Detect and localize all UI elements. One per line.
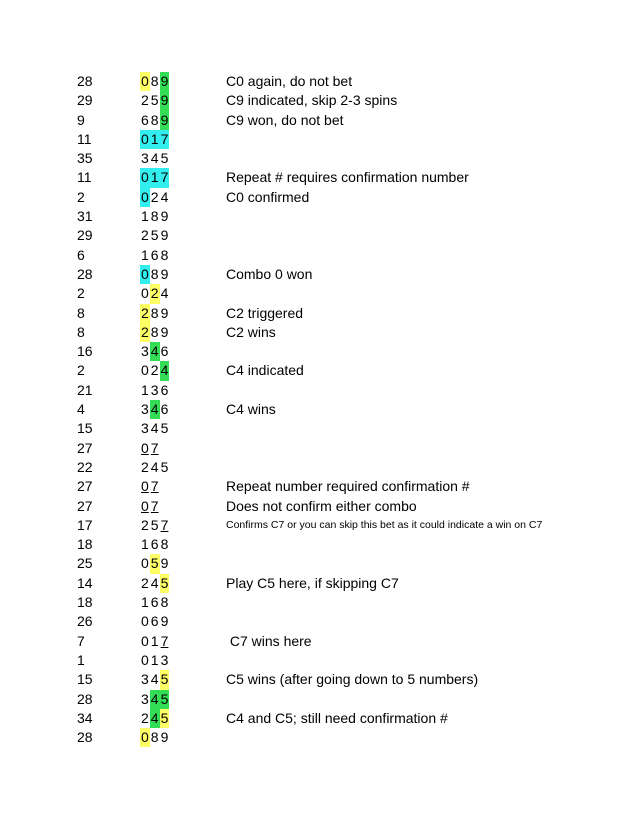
combo-digit: 4	[150, 709, 160, 728]
combo-digit: 1	[141, 536, 149, 553]
combo-digit: 7	[160, 632, 169, 649]
spin-number: 18	[77, 594, 93, 611]
combo-digit: 6	[160, 343, 169, 360]
combo-digit: 0	[140, 72, 150, 91]
combo-digit: 2	[150, 284, 160, 303]
combo-digit: 6	[160, 381, 169, 398]
combo-digit: 6	[160, 401, 169, 418]
row-note: C4 indicated	[226, 362, 304, 379]
table-row	[0, 284, 638, 303]
combo-digit: 4	[150, 420, 159, 437]
combo-digit: 8	[160, 536, 169, 553]
combo-digit: 0	[140, 168, 150, 187]
table-row	[0, 226, 638, 245]
spin-number: 7	[77, 632, 85, 649]
spin-number: 9	[77, 111, 85, 128]
table-row	[0, 188, 638, 207]
combo-digit: 5	[150, 516, 159, 533]
spin-number: 28	[77, 265, 93, 282]
table-row	[0, 246, 638, 265]
combo-digits	[140, 516, 169, 535]
spin-number: 22	[77, 458, 93, 475]
combo-digit: 9	[160, 227, 169, 244]
table-row	[0, 265, 638, 284]
row-note: C7 wins here	[226, 632, 312, 649]
spin-number: 2	[77, 362, 85, 379]
combo-digits	[140, 381, 169, 400]
combo-digit: 1	[141, 208, 149, 225]
combo-digits	[140, 477, 160, 496]
combo-digit: 0	[141, 497, 149, 514]
combo-digit: 0	[141, 285, 149, 302]
combo-digits	[140, 709, 169, 728]
row-note: C9 indicated, skip 2-3 spins	[226, 92, 398, 109]
combo-digit: 9	[160, 111, 170, 130]
combo-digit: 7	[160, 516, 169, 533]
combo-digit: 0	[141, 632, 149, 649]
table-row	[0, 130, 638, 149]
combo-digit: 9	[160, 72, 170, 91]
spin-number: 27	[77, 478, 93, 495]
combo-digit: 2	[141, 458, 149, 475]
row-note: Does not confirm either combo	[226, 497, 417, 514]
table-row	[0, 72, 638, 91]
combo-digits	[140, 207, 169, 226]
combo-digits	[140, 574, 169, 593]
combo-digit: 9	[160, 323, 169, 340]
table-row	[0, 323, 638, 342]
combo-digit: 7	[160, 168, 170, 187]
spin-number: 35	[77, 150, 93, 167]
combo-digit: 4	[150, 458, 159, 475]
combo-digits	[140, 651, 169, 670]
combo-digit: 4	[160, 361, 170, 380]
spin-number: 28	[77, 729, 93, 746]
combo-digits	[140, 419, 169, 438]
row-note: C2 triggered	[226, 304, 304, 321]
combo-digit: 0	[141, 439, 149, 456]
row-note: C9 won, do not bet	[226, 111, 344, 128]
combo-digits	[140, 149, 169, 168]
combo-digit: 0	[141, 362, 149, 379]
combo-digit: 8	[160, 594, 169, 611]
row-note: Repeat # requires confirmation number	[226, 169, 469, 186]
combo-digit: 0	[141, 651, 149, 668]
combo-digit: 6	[150, 613, 159, 630]
spin-number: 4	[77, 401, 85, 418]
combo-digits	[140, 670, 169, 689]
combo-digits	[140, 323, 169, 342]
combo-digit: 2	[150, 362, 159, 379]
spin-number: 6	[77, 246, 85, 263]
combo-digit: 5	[150, 554, 160, 573]
combo-digit: 4	[150, 574, 159, 591]
combo-digits	[140, 632, 169, 651]
combo-digit: 5	[160, 670, 170, 689]
combo-digit: 8	[150, 73, 159, 89]
combo-digit: 7	[150, 439, 159, 456]
combo-digits	[140, 188, 169, 207]
spin-number: 2	[77, 188, 85, 205]
combo-digit: 8	[150, 265, 159, 282]
spin-number: 25	[77, 555, 93, 572]
combo-digit: 5	[150, 92, 159, 109]
combo-digit: 8	[150, 111, 159, 128]
table-row	[0, 304, 638, 323]
spin-number: 11	[77, 169, 92, 186]
combo-digits	[140, 72, 169, 91]
table-row	[0, 554, 638, 573]
table-row	[0, 709, 638, 728]
combo-digit: 0	[140, 130, 150, 149]
table-row	[0, 516, 638, 535]
table-row	[0, 458, 638, 477]
combo-digit: 5	[160, 574, 170, 593]
spin-number: 29	[77, 227, 93, 244]
combo-digit: 8	[150, 208, 159, 225]
combo-digits	[140, 91, 169, 110]
combo-digit: 3	[141, 150, 149, 167]
table-row	[0, 439, 638, 458]
row-note: C4 and C5; still need confirmation #	[226, 709, 448, 726]
combo-digit: 1	[150, 168, 160, 187]
spin-log-table	[0, 72, 638, 747]
combo-digits	[140, 728, 169, 747]
combo-digit: 2	[141, 92, 149, 109]
combo-digit: 1	[150, 632, 159, 649]
table-row	[0, 477, 638, 496]
combo-digit: 9	[160, 208, 169, 225]
combo-digit: 2	[150, 188, 159, 205]
table-row	[0, 574, 638, 593]
combo-digit: 8	[160, 246, 169, 263]
spin-number: 31	[77, 208, 93, 225]
table-row	[0, 535, 638, 554]
table-row	[0, 593, 638, 612]
combo-digit: 4	[160, 188, 169, 205]
combo-digits	[140, 304, 169, 323]
combo-digit: 8	[150, 729, 159, 746]
spin-number: 21	[77, 381, 93, 398]
spin-number: 29	[77, 92, 93, 109]
combo-digits	[140, 458, 169, 477]
combo-digits	[140, 226, 169, 245]
combo-digit: 6	[150, 246, 159, 263]
combo-digit: 5	[160, 709, 170, 728]
table-row	[0, 651, 638, 670]
table-row	[0, 361, 638, 380]
combo-digit: 3	[141, 401, 149, 418]
combo-digit: 3	[141, 671, 149, 688]
combo-digits	[140, 690, 169, 709]
combo-digit: 6	[150, 536, 159, 553]
combo-digit: 5	[160, 150, 169, 167]
spin-number: 17	[77, 516, 93, 533]
table-row	[0, 207, 638, 226]
table-row	[0, 168, 638, 187]
row-note: C0 confirmed	[226, 188, 310, 205]
combo-digit: 4	[150, 400, 160, 419]
spin-number: 27	[77, 439, 93, 456]
combo-digits	[140, 168, 169, 187]
row-note: C2 wins	[226, 323, 276, 340]
spin-number: 27	[77, 497, 93, 514]
combo-digit: 0	[140, 265, 150, 284]
spin-number: 28	[77, 73, 93, 89]
combo-digit: 3	[141, 690, 149, 707]
combo-digit: 4	[150, 690, 160, 709]
combo-digit: 0	[140, 728, 150, 747]
combo-digit: 0	[140, 188, 150, 207]
spin-number: 34	[77, 709, 93, 726]
combo-digit: 7	[160, 130, 170, 149]
row-note: C0 again, do not bet	[226, 73, 353, 89]
combo-digit: 0	[141, 478, 149, 495]
table-row	[0, 728, 638, 747]
combo-digit: 2	[141, 709, 149, 726]
spin-number: 1	[77, 651, 85, 668]
combo-digit: 7	[150, 478, 159, 495]
table-row	[0, 497, 638, 516]
combo-digit: 3	[141, 420, 149, 437]
combo-digit: 1	[150, 651, 159, 668]
combo-digits	[140, 246, 169, 265]
table-row	[0, 690, 638, 709]
combo-digit: 3	[160, 651, 169, 668]
combo-digit: 7	[150, 497, 159, 514]
combo-digits	[140, 612, 169, 631]
combo-digits	[140, 342, 169, 361]
combo-digit: 1	[150, 130, 160, 149]
combo-digits	[140, 111, 169, 130]
table-row	[0, 149, 638, 168]
spin-number: 18	[77, 536, 93, 553]
table-row	[0, 670, 638, 689]
spin-number: 14	[77, 574, 93, 591]
combo-digit: 5	[160, 690, 170, 709]
combo-digits	[140, 400, 169, 419]
combo-digits	[140, 593, 169, 612]
combo-digits	[140, 497, 160, 516]
combo-digit: 4	[160, 285, 169, 302]
combo-digit: 9	[160, 304, 169, 321]
row-note: Combo 0 won	[226, 265, 313, 282]
table-row	[0, 91, 638, 110]
table-row	[0, 400, 638, 419]
combo-digit: 5	[160, 420, 169, 437]
table-row	[0, 419, 638, 438]
table-row	[0, 111, 638, 130]
combo-digit: 2	[141, 574, 149, 591]
combo-digit: 9	[160, 91, 170, 110]
spin-number: 11	[77, 130, 92, 147]
combo-digit: 1	[141, 594, 149, 611]
combo-digit: 5	[160, 458, 169, 475]
combo-digits	[140, 439, 160, 458]
row-note: Play C5 here, if skipping C7	[226, 574, 399, 591]
spin-number: 15	[77, 420, 93, 437]
combo-digit: 0	[141, 555, 149, 572]
combo-digit: 4	[150, 671, 159, 688]
combo-digit: 2	[140, 304, 150, 323]
table-row	[0, 342, 638, 361]
combo-digit: 9	[160, 555, 169, 572]
combo-digit: 1	[141, 381, 149, 398]
spin-number: 15	[77, 671, 93, 688]
combo-digit: 5	[150, 227, 159, 244]
spin-number: 8	[77, 304, 85, 321]
combo-digit: 1	[141, 246, 149, 263]
combo-digit: 4	[150, 342, 160, 361]
combo-digits	[140, 130, 169, 149]
spin-number: 16	[77, 343, 93, 360]
combo-digit: 8	[150, 304, 159, 321]
combo-digit: 2	[141, 227, 149, 244]
combo-digits	[140, 284, 169, 303]
combo-digit: 6	[150, 594, 159, 611]
combo-digit: 3	[150, 381, 159, 398]
combo-digits	[140, 535, 169, 554]
table-row	[0, 612, 638, 631]
spin-number: 28	[77, 690, 93, 707]
row-note: C4 wins	[226, 401, 276, 418]
combo-digits	[140, 361, 169, 380]
combo-digit: 0	[141, 613, 149, 630]
combo-digits	[140, 265, 169, 284]
combo-digits	[140, 554, 169, 573]
combo-digit: 2	[140, 323, 150, 342]
spin-number: 8	[77, 323, 85, 340]
combo-digit: 9	[160, 729, 169, 746]
table-row	[0, 381, 638, 400]
combo-digit: 9	[160, 613, 169, 630]
combo-digit: 3	[141, 343, 149, 360]
row-note: Repeat number required confirmation #	[226, 478, 470, 495]
row-note: C5 wins (after going down to 5 numbers)	[226, 671, 479, 688]
combo-digit: 8	[150, 323, 159, 340]
combo-digit: 2	[141, 516, 149, 533]
combo-digit: 9	[160, 265, 169, 282]
table-row	[0, 632, 638, 651]
row-note: Confirms C7 or you can skip this bet as it could indicate a win on C7	[226, 518, 543, 531]
combo-digit: 4	[150, 150, 159, 167]
spin-number: 26	[77, 613, 93, 630]
spin-number: 2	[77, 285, 85, 302]
combo-digit: 6	[141, 111, 149, 128]
